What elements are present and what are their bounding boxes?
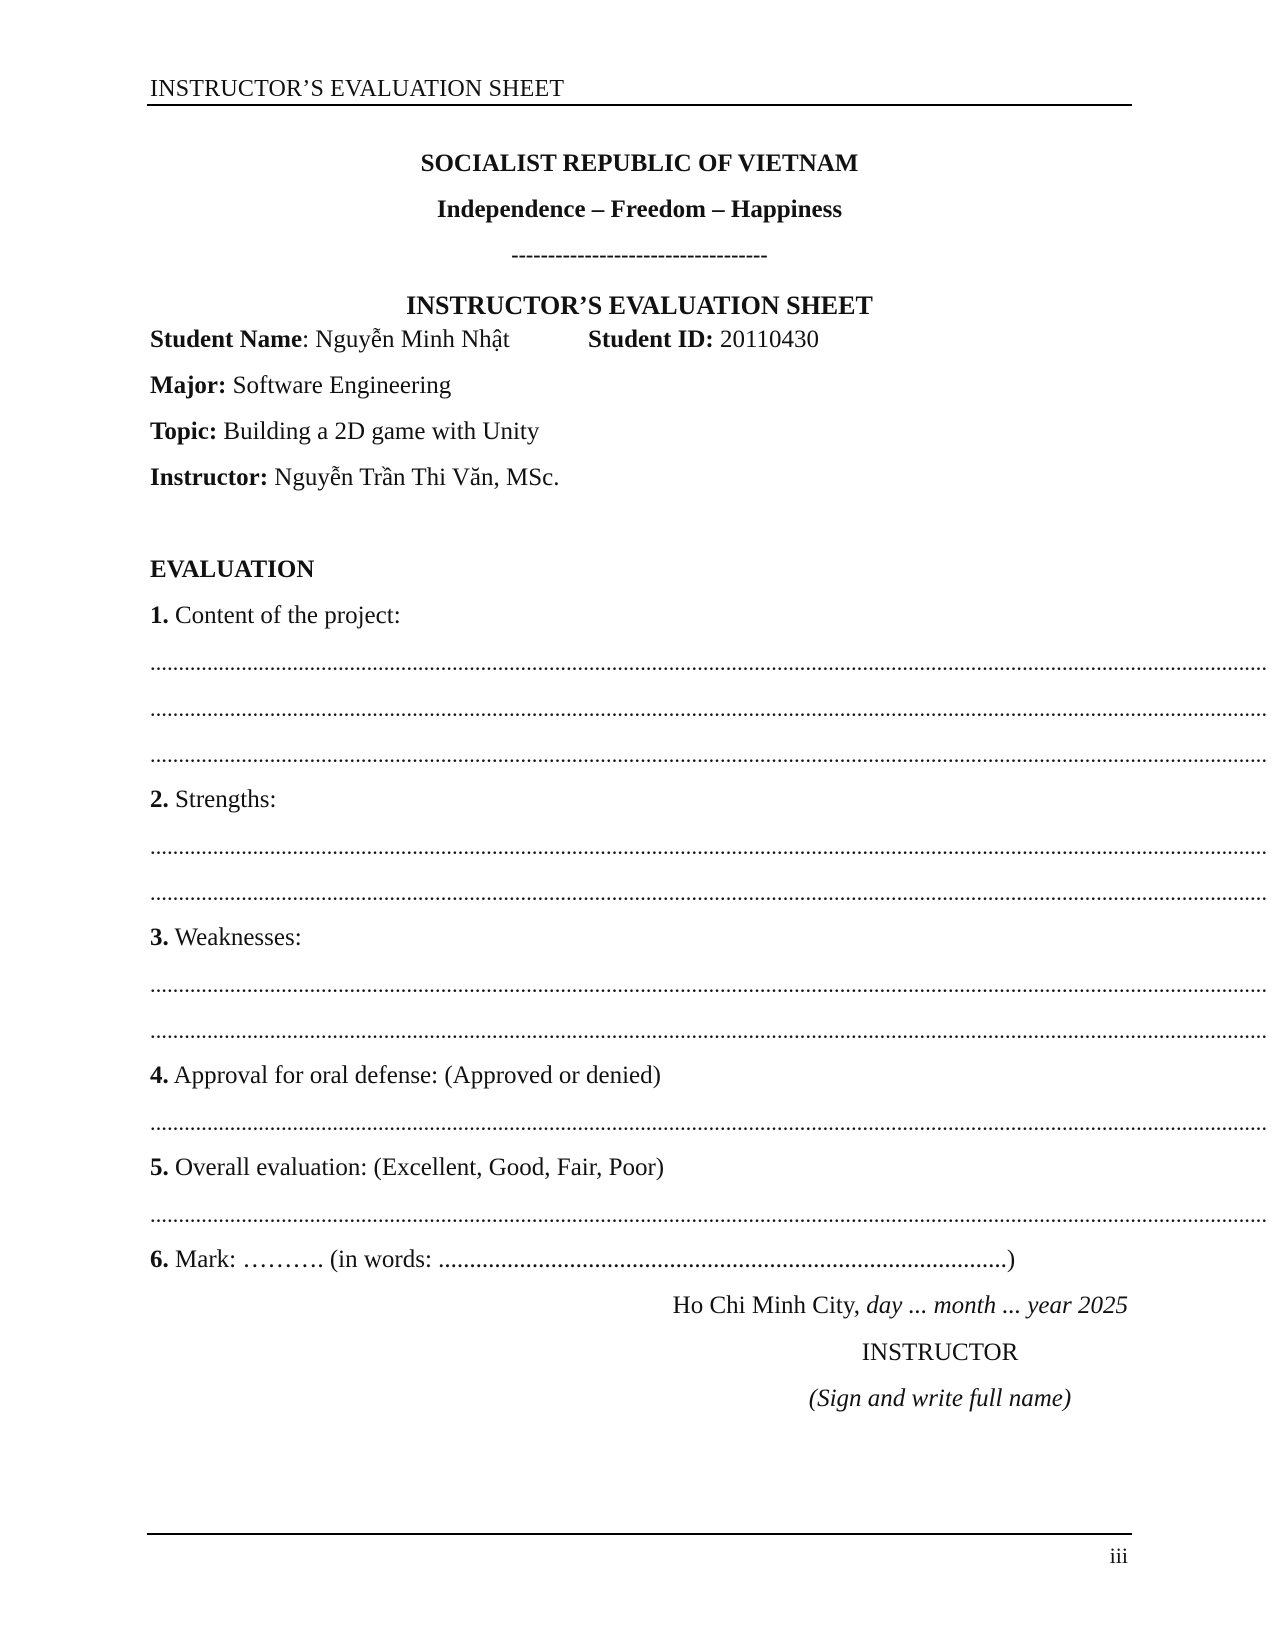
student-id-label: Student ID: — [588, 326, 714, 353]
item-1-text: Content of the project: — [168, 602, 401, 629]
item-3-number: 3. — [150, 924, 169, 951]
sheet-title: INSTRUCTOR’S EVALUATION SHEET — [406, 291, 873, 320]
student-id-value: 20110430 — [713, 326, 820, 353]
item-3-text: Weaknesses: — [168, 924, 302, 951]
major-line — [150, 372, 451, 400]
dotted-line: .................................................................................................................................................................................................... — [150, 972, 1268, 997]
dotted-line: .................................................................................................................................................................................................... — [150, 1018, 1268, 1043]
student-id-line — [588, 326, 819, 354]
item-6-text: Mark: ………. (in words: ...........................................................................................) — [168, 1246, 1016, 1273]
student-name-line — [150, 326, 510, 354]
instructor-label: Instructor: — [150, 464, 269, 491]
topic-value: Building a 2D game with Unity — [217, 418, 540, 445]
item-2-number: 2. — [150, 786, 169, 813]
item-4 — [150, 1062, 661, 1090]
topic-line — [150, 418, 539, 446]
major-value: Software Engineering — [226, 372, 452, 399]
footer-rule — [147, 1533, 1132, 1535]
dotted-line: .................................................................................................................................................................................................... — [150, 834, 1268, 859]
item-1 — [150, 602, 401, 630]
item-4-text: Approval for oral defense: (Approved or denied) — [168, 1062, 661, 1089]
country-title: SOCIALIST REPUBLIC OF VIETNAM — [420, 150, 859, 177]
dotted-line: .................................................................................................................................................................................................... — [150, 1110, 1268, 1135]
date-line — [673, 1292, 1128, 1320]
header-rule — [147, 104, 1132, 106]
item-6 — [150, 1246, 1015, 1274]
title-separator: ----------------------------------- — [511, 242, 768, 267]
signature-role: INSTRUCTOR — [861, 1339, 1019, 1366]
major-label: Major: — [150, 372, 227, 399]
signature-instruction: (Sign and write full name) — [808, 1385, 1072, 1412]
item-3 — [150, 924, 302, 952]
motto: Independence – Freedom – Happiness — [436, 196, 843, 223]
running-header: INSTRUCTOR’S EVALUATION SHEET — [150, 76, 565, 102]
instructor-line — [150, 464, 560, 492]
item-6-number: 6. — [150, 1246, 169, 1273]
item-4-number: 4. — [150, 1062, 169, 1089]
item-5 — [150, 1154, 664, 1182]
page-number: iii — [1109, 1543, 1128, 1568]
dotted-line: .................................................................................................................................................................................................... — [150, 880, 1268, 905]
item-5-text: Overall evaluation: (Excellent, Good, Fair, Poor) — [168, 1154, 665, 1181]
dotted-line: .................................................................................................................................................................................................... — [150, 696, 1268, 721]
evaluation-heading: EVALUATION — [150, 556, 315, 583]
date-placeholder: day ... month ... year 2025 — [866, 1292, 1128, 1319]
city: Ho Chi Minh City, — [672, 1292, 867, 1319]
item-1-number: 1. — [150, 602, 169, 629]
student-name-value: : Nguyễn Minh Nhật — [302, 326, 510, 353]
topic-label: Topic: — [150, 418, 218, 445]
dotted-line: .................................................................................................................................................................................................... — [150, 742, 1268, 767]
dotted-line: .................................................................................................................................................................................................... — [150, 1202, 1268, 1227]
student-name-label: Student Name — [150, 326, 303, 353]
dotted-line: .................................................................................................................................................................................................... — [150, 650, 1268, 675]
instructor-value: Nguyễn Trần Thi Văn, MSc. — [268, 464, 560, 491]
item-2-text: Strengths: — [168, 786, 277, 813]
item-5-number: 5. — [150, 1154, 169, 1181]
item-2 — [150, 786, 276, 814]
